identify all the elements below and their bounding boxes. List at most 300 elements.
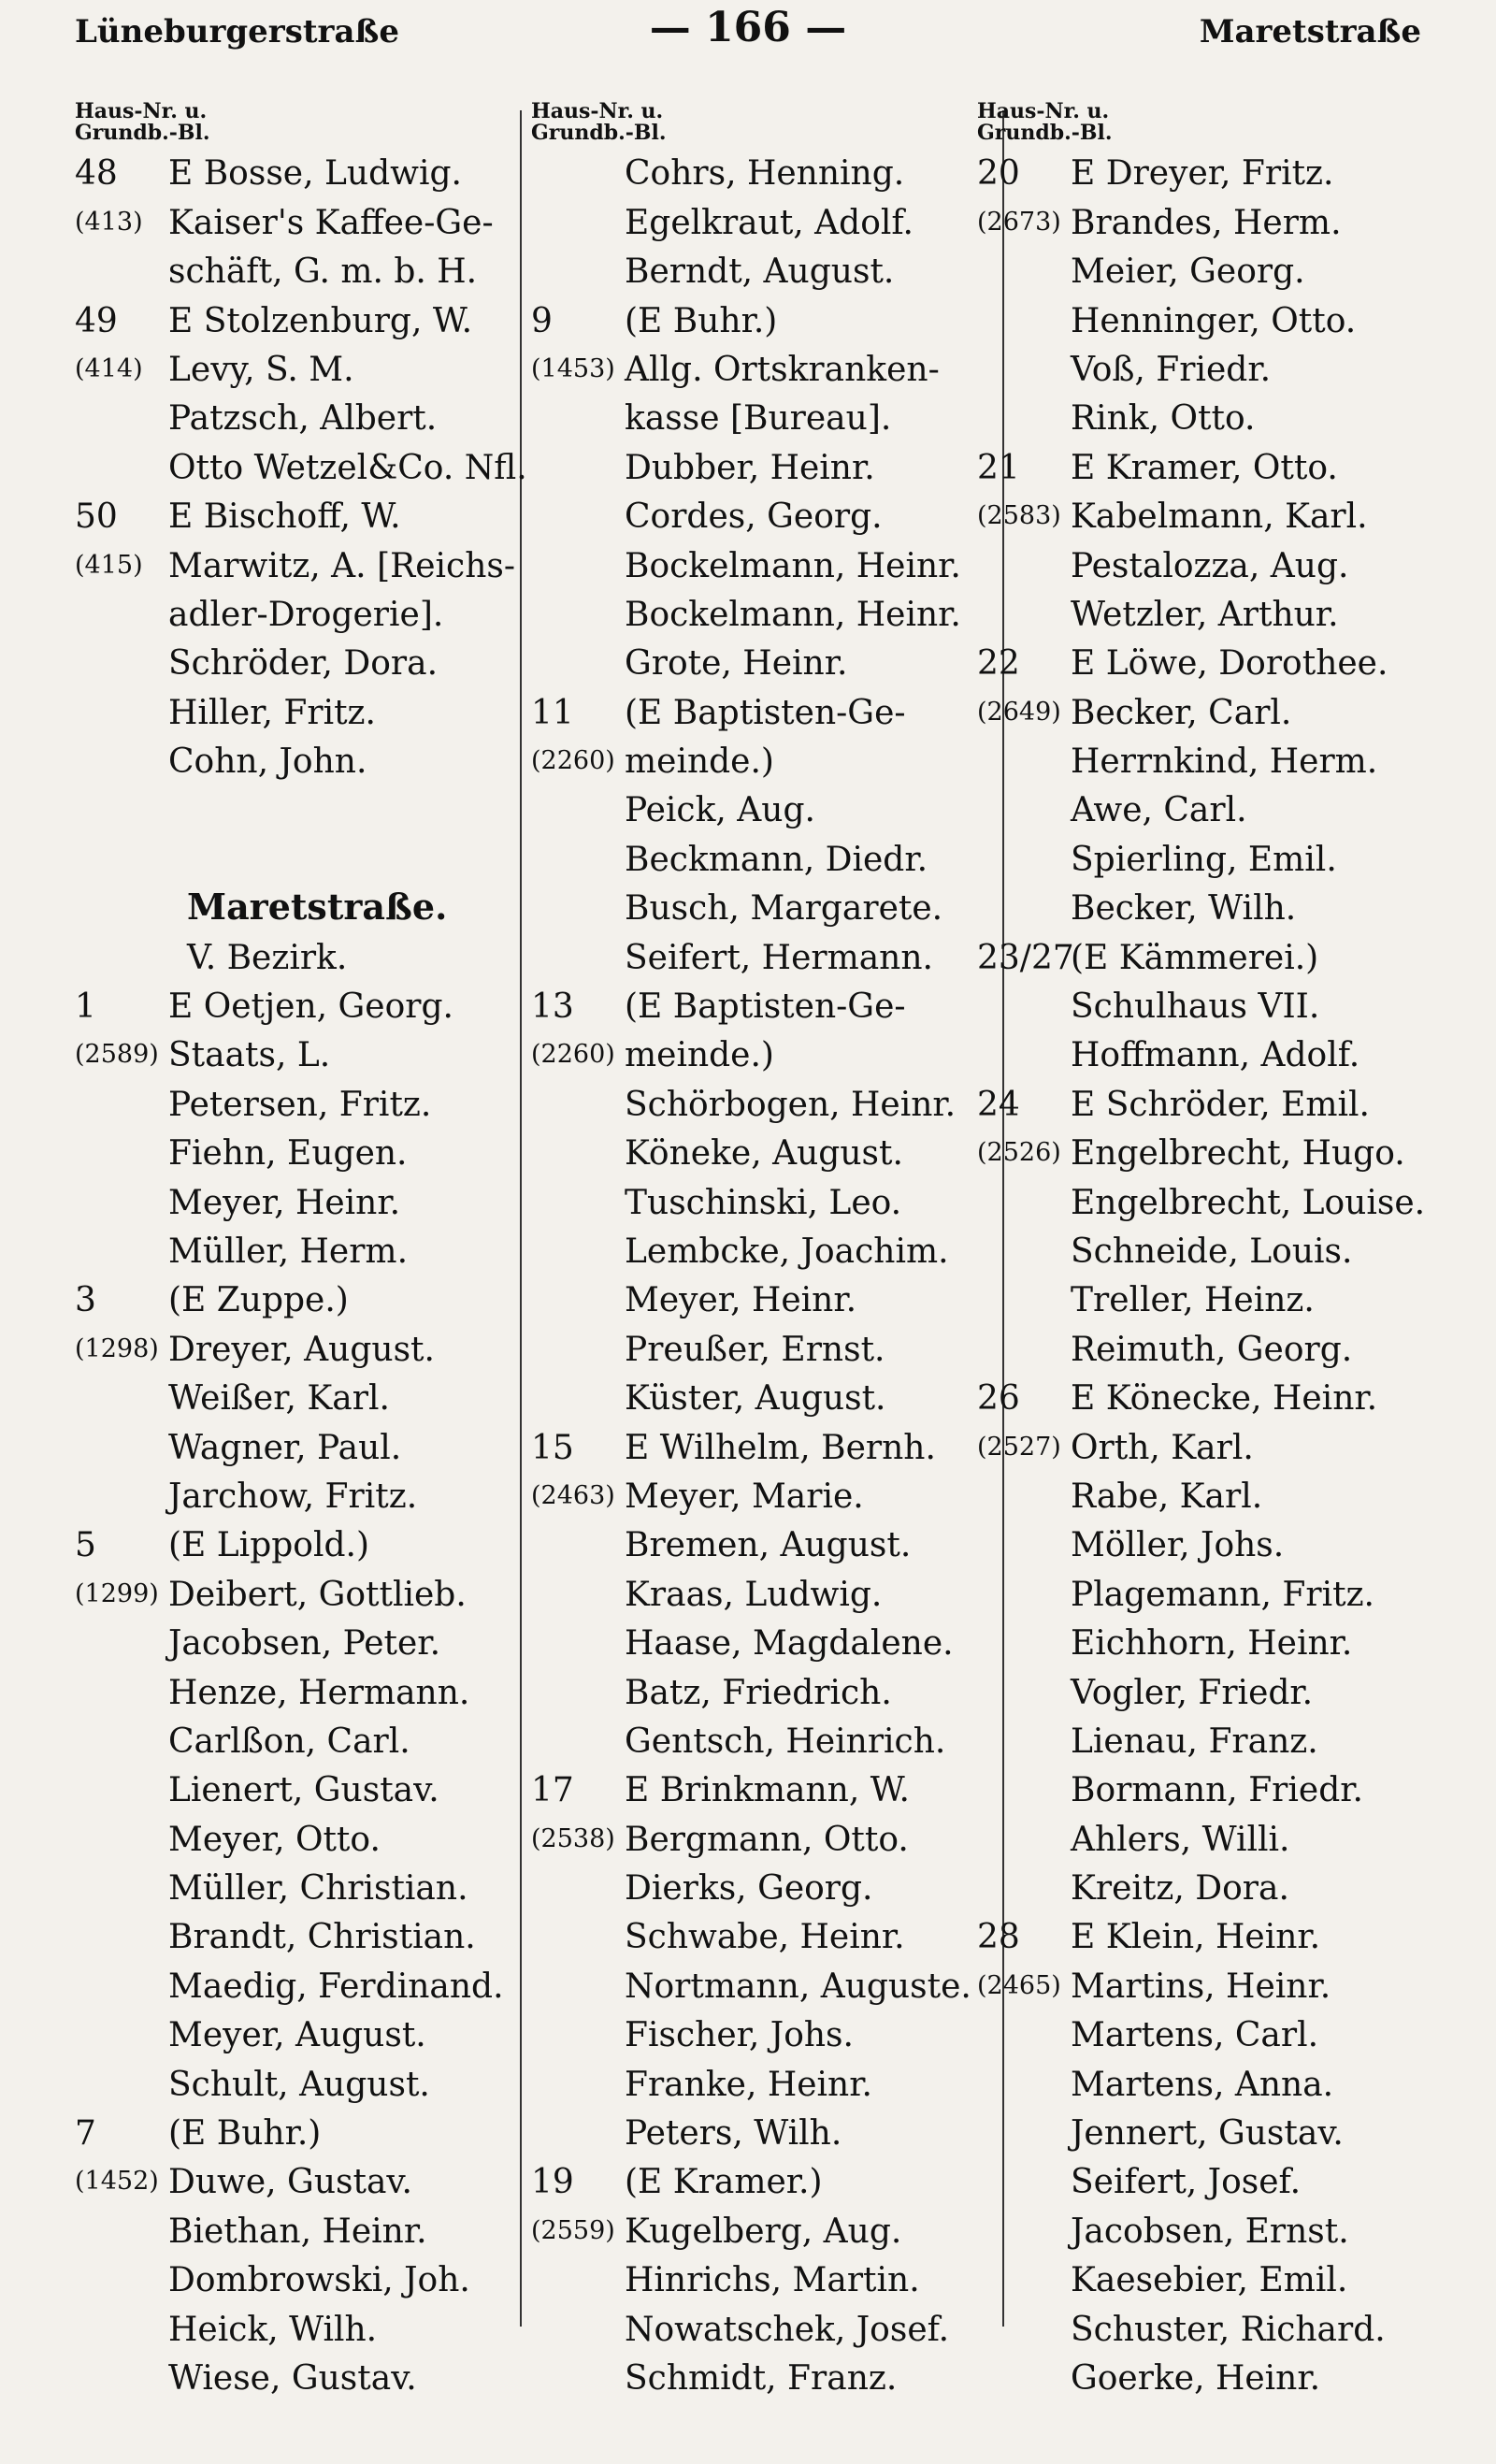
resident-entry: Schuster, Richard. bbox=[1071, 2310, 1386, 2349]
directory-line bbox=[977, 1964, 1445, 2012]
resident-entry: Pestalozza, Aug. bbox=[1071, 546, 1349, 585]
column-header-line: Haus-Nr. u. bbox=[977, 99, 1110, 123]
land-register-number: (1299) bbox=[75, 1578, 159, 1608]
directory-line bbox=[75, 200, 524, 249]
resident-entry: E Kramer, Otto. bbox=[1071, 448, 1338, 487]
directory-line bbox=[531, 641, 980, 690]
directory-line bbox=[75, 641, 524, 690]
column-header-line: Grundb.-Bl. bbox=[977, 121, 1113, 145]
resident-entry: Becker, Carl. bbox=[1071, 693, 1292, 732]
resident-entry: E Oetjen, Georg. bbox=[168, 987, 453, 1027]
resident-entry: Brandes, Herm. bbox=[1071, 203, 1342, 242]
resident-entry: Kraas, Ludwig. bbox=[625, 1575, 883, 1614]
directory-line bbox=[977, 1475, 1445, 1523]
resident-entry: Fischer, Johs. bbox=[625, 2016, 854, 2055]
resident-entry: Seifert, Josef. bbox=[1071, 2163, 1302, 2202]
resident-entry: Vogler, Friedr. bbox=[1071, 1673, 1314, 1712]
house-number: 50 bbox=[75, 497, 118, 537]
land-register-number: (1452) bbox=[75, 2167, 159, 2197]
resident-entry: Schwabe, Heinr. bbox=[625, 1918, 905, 1957]
column-header-line: Grundb.-Bl. bbox=[75, 121, 210, 145]
directory-line bbox=[531, 1082, 980, 1131]
directory-line bbox=[75, 1475, 524, 1523]
directory-line bbox=[75, 1082, 524, 1131]
resident-entry: (E Lippold.) bbox=[168, 1526, 369, 1565]
directory-line bbox=[977, 935, 1445, 984]
directory-line bbox=[977, 641, 1445, 690]
directory-line bbox=[977, 1327, 1445, 1376]
resident-entry: Peters, Wilh. bbox=[625, 2114, 842, 2154]
resident-entry: Herrnkind, Herm. bbox=[1071, 742, 1378, 782]
resident-entry: Meyer, Heinr. bbox=[168, 1183, 401, 1222]
directory-line bbox=[75, 837, 524, 886]
directory-line bbox=[531, 2160, 980, 2209]
resident-entry: E Bosse, Ludwig. bbox=[168, 154, 462, 194]
directory-line bbox=[977, 2160, 1445, 2209]
house-number: 13 bbox=[531, 987, 574, 1027]
resident-entry: meinde.) bbox=[625, 742, 774, 782]
directory-line bbox=[75, 1670, 524, 1719]
resident-entry: Duwe, Gustav. bbox=[168, 2163, 412, 2202]
land-register-number: (2673) bbox=[977, 207, 1061, 237]
resident-entry: Brandt, Christian. bbox=[168, 1918, 476, 1957]
directory-line bbox=[977, 1915, 1445, 1964]
directory-line bbox=[977, 740, 1445, 788]
land-register-number: (2260) bbox=[531, 746, 615, 776]
column-header bbox=[977, 101, 1445, 151]
resident-entry: Maedig, Ferdinand. bbox=[168, 1967, 504, 2006]
resident-entry: (E Kramer.) bbox=[625, 2163, 823, 2202]
resident-entry: Kaesebier, Emil. bbox=[1071, 2261, 1348, 2300]
resident-entry: Staats, L. bbox=[168, 1036, 331, 1075]
directory-line bbox=[531, 495, 980, 543]
district-label: V. Bezirk. bbox=[187, 938, 348, 977]
directory-line bbox=[75, 1866, 524, 1915]
resident-entry: Lienau, Franz. bbox=[1071, 1722, 1318, 1761]
land-register-number: (414) bbox=[75, 353, 143, 383]
resident-entry: Ahlers, Willi. bbox=[1071, 1820, 1290, 1859]
directory-line bbox=[977, 837, 1445, 886]
directory-line bbox=[75, 1915, 524, 1964]
resident-entry: Wiese, Gustav. bbox=[168, 2358, 417, 2398]
directory-line bbox=[75, 1180, 524, 1229]
directory-line bbox=[75, 543, 524, 592]
house-number: 11 bbox=[531, 693, 574, 732]
resident-entry: Haase, Magdalene. bbox=[625, 1624, 954, 1664]
directory-line bbox=[75, 348, 524, 396]
directory-line bbox=[75, 1376, 524, 1425]
resident-entry: Martens, Carl. bbox=[1071, 2016, 1319, 2055]
directory-line bbox=[977, 1621, 1445, 1670]
house-number: 24 bbox=[977, 1085, 1020, 1124]
resident-entry: Rink, Otto. bbox=[1071, 399, 1256, 439]
resident-entry: Meyer, August. bbox=[168, 2016, 426, 2055]
directory-line bbox=[531, 1670, 980, 1719]
resident-entry: E Klein, Heinr. bbox=[1071, 1918, 1321, 1957]
resident-entry: Cohrs, Henning. bbox=[625, 154, 905, 194]
directory-line bbox=[531, 1964, 980, 2012]
resident-entry: Martens, Anna. bbox=[1071, 2065, 1334, 2104]
directory-line bbox=[531, 1131, 980, 1180]
directory-line bbox=[75, 593, 524, 641]
running-head-left: Lüneburgerstraße bbox=[75, 13, 399, 50]
resident-entry: Hinrichs, Martin. bbox=[625, 2261, 920, 2300]
directory-line bbox=[531, 2111, 980, 2160]
directory-line bbox=[531, 1475, 980, 1523]
directory-line bbox=[75, 250, 524, 298]
directory-line bbox=[531, 740, 980, 788]
directory-line bbox=[977, 2258, 1445, 2307]
column-2 bbox=[531, 101, 980, 2405]
resident-entry: Küster, August. bbox=[625, 1379, 886, 1419]
directory-line bbox=[531, 837, 980, 886]
house-number: 48 bbox=[75, 154, 118, 194]
resident-entry: meinde.) bbox=[625, 1036, 774, 1075]
directory-line bbox=[977, 543, 1445, 592]
directory-line bbox=[75, 151, 524, 200]
resident-entry: Beckmann, Diedr. bbox=[625, 840, 928, 879]
land-register-number: (2538) bbox=[531, 1823, 615, 1853]
resident-entry: Schneide, Louis. bbox=[1071, 1232, 1353, 1271]
resident-entry: Rabe, Karl. bbox=[1071, 1477, 1263, 1516]
directory-line bbox=[977, 985, 1445, 1033]
directory-line bbox=[531, 1230, 980, 1278]
resident-entry: Bockelmann, Heinr. bbox=[625, 595, 961, 634]
column-header-line: Grundb.-Bl. bbox=[531, 121, 667, 145]
resident-entry: Treller, Heinz. bbox=[1071, 1281, 1315, 1320]
house-number: 5 bbox=[75, 1526, 96, 1565]
resident-entry: Wetzler, Arthur. bbox=[1071, 595, 1339, 634]
directory-line bbox=[75, 740, 524, 788]
directory-line bbox=[75, 1278, 524, 1327]
directory-line bbox=[75, 2111, 524, 2160]
land-register-number: (1298) bbox=[75, 1333, 159, 1363]
directory-line bbox=[531, 1621, 980, 1670]
resident-entry: Schröder, Dora. bbox=[168, 644, 439, 684]
directory-line bbox=[531, 396, 980, 445]
resident-entry: Awe, Carl. bbox=[1071, 791, 1247, 830]
directory-line bbox=[531, 1180, 980, 1229]
directory-line bbox=[75, 2160, 524, 2209]
resident-entry: Peick, Aug. bbox=[625, 791, 815, 830]
directory-line bbox=[531, 1376, 980, 1425]
directory-line bbox=[531, 2062, 980, 2111]
resident-entry: Meyer, Otto. bbox=[168, 1820, 381, 1859]
resident-entry: Meyer, Marie. bbox=[625, 1477, 864, 1516]
directory-line bbox=[977, 1523, 1445, 1572]
directory-line bbox=[977, 2062, 1445, 2111]
directory-line bbox=[977, 2013, 1445, 2062]
resident-entry: Hiller, Fritz. bbox=[168, 693, 376, 732]
resident-entry: Dreyer, August. bbox=[168, 1330, 435, 1369]
resident-entry: Jarchow, Fritz. bbox=[168, 1477, 418, 1516]
directory-line bbox=[977, 1817, 1445, 1866]
resident-entry: Engelbrecht, Hugo. bbox=[1071, 1134, 1405, 1174]
house-number: 7 bbox=[75, 2114, 96, 2154]
resident-entry: adler-Drogerie]. bbox=[168, 595, 444, 634]
directory-line bbox=[531, 1866, 980, 1915]
resident-entry: Bergmann, Otto. bbox=[625, 1820, 909, 1859]
resident-entry: Voß, Friedr. bbox=[1071, 350, 1272, 389]
resident-entry: Otto Wetzel&Co. Nfl. bbox=[168, 448, 527, 487]
directory-line bbox=[531, 1915, 980, 1964]
resident-entry: Busch, Margarete. bbox=[625, 889, 943, 929]
resident-entry: kasse [Bureau]. bbox=[625, 399, 892, 439]
resident-entry: Dierks, Georg. bbox=[625, 1869, 873, 1909]
house-number: 22 bbox=[977, 644, 1020, 684]
directory-line bbox=[531, 1817, 980, 1866]
resident-entry: Lembcke, Joachim. bbox=[625, 1232, 949, 1271]
street-title: Maretstraße. bbox=[187, 886, 448, 929]
directory-line bbox=[977, 1720, 1445, 1768]
house-number: 28 bbox=[977, 1918, 1020, 1957]
resident-entry: Biethan, Heinr. bbox=[168, 2212, 427, 2251]
land-register-number: (2649) bbox=[977, 697, 1061, 727]
resident-entry: (E Buhr.) bbox=[168, 2114, 322, 2154]
directory-line bbox=[531, 151, 980, 200]
resident-entry: Lienert, Gustav. bbox=[168, 1771, 439, 1810]
resident-entry: (E Kämmerei.) bbox=[1071, 938, 1319, 977]
resident-entry: Heick, Wilh. bbox=[168, 2310, 378, 2349]
directory-line bbox=[75, 1033, 524, 1082]
column-header-line: Haus-Nr. u. bbox=[75, 99, 208, 123]
directory-line bbox=[531, 2356, 980, 2405]
directory-line bbox=[977, 1425, 1445, 1474]
resident-entry: Bormann, Friedr. bbox=[1071, 1771, 1363, 1810]
directory-line bbox=[531, 1523, 980, 1572]
directory-line bbox=[75, 298, 524, 347]
resident-entry: Kabelmann, Karl. bbox=[1071, 497, 1368, 537]
directory-line bbox=[75, 1230, 524, 1278]
land-register-number: (415) bbox=[75, 550, 143, 580]
directory-line bbox=[75, 1131, 524, 1180]
resident-entry: Bockelmann, Heinr. bbox=[625, 546, 961, 585]
directory-line bbox=[75, 2062, 524, 2111]
house-number: 3 bbox=[75, 1281, 96, 1320]
resident-entry: Müller, Herm. bbox=[168, 1232, 409, 1271]
resident-entry: (E Zuppe.) bbox=[168, 1281, 349, 1320]
house-number: 9 bbox=[531, 301, 553, 340]
resident-entry: Schult, August. bbox=[168, 2065, 430, 2104]
directory-line bbox=[75, 1768, 524, 1817]
resident-entry: Patzsch, Albert. bbox=[168, 399, 438, 439]
resident-entry: Meier, Georg. bbox=[1071, 252, 1305, 292]
directory-line bbox=[75, 1425, 524, 1474]
resident-entry: Orth, Karl. bbox=[1071, 1428, 1254, 1467]
resident-entry: Petersen, Fritz. bbox=[168, 1085, 432, 1124]
directory-line bbox=[977, 1131, 1445, 1180]
resident-entry: Nortmann, Auguste. bbox=[625, 1967, 971, 2006]
resident-entry: Levy, S. M. bbox=[168, 350, 354, 389]
resident-entry: Engelbrecht, Louise. bbox=[1071, 1183, 1426, 1222]
directory-line bbox=[75, 2356, 524, 2405]
directory-line bbox=[531, 250, 980, 298]
directory-line bbox=[977, 2111, 1445, 2160]
resident-entry: E Bischoff, W. bbox=[168, 497, 401, 537]
house-number: 49 bbox=[75, 301, 118, 340]
directory-line bbox=[75, 788, 524, 837]
resident-entry: Hoffmann, Adolf. bbox=[1071, 1036, 1360, 1075]
resident-entry: Müller, Christian. bbox=[168, 1869, 468, 1909]
resident-entry: E Löwe, Dorothee. bbox=[1071, 644, 1388, 684]
resident-entry: Batz, Friedrich. bbox=[625, 1673, 892, 1712]
land-register-number: (2260) bbox=[531, 1040, 615, 1070]
resident-entry: Spierling, Emil. bbox=[1071, 840, 1337, 879]
directory-line bbox=[977, 396, 1445, 445]
resident-entry: (E Baptisten-Ge- bbox=[625, 693, 906, 732]
column-3 bbox=[977, 101, 1445, 2405]
resident-entry: Henze, Hermann. bbox=[168, 1673, 470, 1712]
resident-entry: Preußer, Ernst. bbox=[625, 1330, 885, 1369]
resident-entry: Jacobsen, Ernst. bbox=[1071, 2212, 1349, 2251]
resident-entry: Jennert, Gustav. bbox=[1071, 2114, 1344, 2154]
directory-line bbox=[75, 1720, 524, 1768]
directory-line bbox=[977, 1180, 1445, 1229]
resident-entry: Egelkraut, Adolf. bbox=[625, 203, 913, 242]
directory-line bbox=[75, 690, 524, 739]
directory-line bbox=[531, 2258, 980, 2307]
resident-entry: Schmidt, Franz. bbox=[625, 2358, 898, 2398]
column-header bbox=[531, 101, 980, 151]
resident-entry: Dombrowski, Joh. bbox=[168, 2261, 470, 2300]
land-register-number: (2465) bbox=[977, 1970, 1061, 2000]
directory-line bbox=[75, 886, 524, 935]
directory-line bbox=[531, 200, 980, 249]
directory-line bbox=[75, 495, 524, 543]
resident-entry: Reimuth, Georg. bbox=[1071, 1330, 1353, 1369]
house-number: 19 bbox=[531, 2163, 574, 2202]
resident-entry: Weißer, Karl. bbox=[168, 1379, 390, 1419]
resident-entry: Bremen, August. bbox=[625, 1526, 912, 1565]
resident-entry: Cohn, John. bbox=[168, 742, 367, 782]
house-number: 26 bbox=[977, 1379, 1020, 1419]
house-number: 23/27 bbox=[977, 938, 1074, 977]
resident-entry: Schulhaus VII. bbox=[1071, 987, 1320, 1027]
land-register-number: (2559) bbox=[531, 2215, 615, 2245]
directory-line bbox=[977, 593, 1445, 641]
directory-line bbox=[977, 1033, 1445, 1082]
directory-line bbox=[531, 788, 980, 837]
directory-line bbox=[977, 2356, 1445, 2405]
resident-entry: Martins, Heinr. bbox=[1071, 1967, 1331, 2006]
resident-entry: Seifert, Hermann. bbox=[625, 938, 933, 977]
directory-line bbox=[75, 445, 527, 494]
resident-entry: Eichhorn, Heinr. bbox=[1071, 1624, 1353, 1664]
directory-line bbox=[531, 690, 980, 739]
resident-entry: Nowatschek, Josef. bbox=[625, 2310, 950, 2349]
directory-line bbox=[977, 1082, 1445, 1131]
directory-line bbox=[531, 1425, 980, 1474]
land-register-number: (2589) bbox=[75, 1040, 159, 1070]
resident-entry: Berndt, August. bbox=[625, 252, 895, 292]
resident-entry: Deibert, Gottlieb. bbox=[168, 1575, 467, 1614]
resident-entry: Köneke, August. bbox=[625, 1134, 903, 1174]
directory-line bbox=[977, 1572, 1445, 1621]
resident-entry: Plagemann, Fritz. bbox=[1071, 1575, 1374, 1614]
land-register-number: (413) bbox=[75, 207, 143, 237]
resident-entry: Tuschinski, Leo. bbox=[625, 1183, 902, 1222]
resident-entry: Cordes, Georg. bbox=[625, 497, 883, 537]
resident-entry: Dubber, Heinr. bbox=[625, 448, 875, 487]
directory-line bbox=[75, 935, 524, 984]
directory-line bbox=[531, 348, 980, 396]
resident-entry: Franke, Heinr. bbox=[625, 2065, 872, 2104]
house-number: 17 bbox=[531, 1771, 574, 1810]
directory-line bbox=[75, 2209, 524, 2257]
resident-entry: Marwitz, A. [Reichs- bbox=[168, 546, 516, 585]
page-number: — 166 — bbox=[649, 4, 847, 51]
directory-line bbox=[75, 396, 524, 445]
resident-entry: Schörbogen, Heinr. bbox=[625, 1085, 957, 1124]
directory-line bbox=[977, 2209, 1445, 2257]
resident-entry: Wagner, Paul. bbox=[168, 1428, 402, 1467]
house-number: 21 bbox=[977, 448, 1020, 487]
resident-entry: Fiehn, Eugen. bbox=[168, 1134, 408, 1174]
directory-line bbox=[977, 348, 1445, 396]
directory-line bbox=[977, 1670, 1445, 1719]
resident-entry: E Schröder, Emil. bbox=[1071, 1085, 1370, 1124]
house-number: 15 bbox=[531, 1428, 574, 1467]
directory-line bbox=[531, 2209, 980, 2257]
directory-line bbox=[977, 1866, 1445, 1915]
directory-line bbox=[75, 1621, 524, 1670]
resident-entry: E Dreyer, Fritz. bbox=[1071, 154, 1334, 194]
resident-entry: Möller, Johs. bbox=[1071, 1526, 1285, 1565]
column-1 bbox=[75, 99, 527, 2405]
resident-entry: Grote, Heinr. bbox=[625, 644, 848, 684]
directory-line bbox=[531, 1278, 980, 1327]
directory-line bbox=[75, 1964, 524, 2012]
directory-line bbox=[977, 1230, 1445, 1278]
resident-entry: schäft, G. m. b. H. bbox=[168, 252, 478, 292]
land-register-number: (1453) bbox=[531, 353, 615, 383]
house-number: 1 bbox=[75, 987, 96, 1027]
land-register-number: (2463) bbox=[531, 1480, 615, 1510]
directory-line bbox=[977, 250, 1445, 298]
directory-line bbox=[531, 298, 980, 347]
directory-line bbox=[977, 788, 1445, 837]
land-register-number: (2527) bbox=[977, 1432, 1061, 1462]
directory-line bbox=[531, 1033, 980, 1082]
directory-line bbox=[977, 1768, 1445, 1817]
directory-line bbox=[977, 1376, 1445, 1425]
directory-line bbox=[531, 2013, 980, 2062]
column-header bbox=[75, 101, 524, 151]
resident-entry: Kreitz, Dora. bbox=[1071, 1869, 1289, 1909]
directory-line bbox=[531, 1327, 980, 1376]
directory-line bbox=[977, 445, 1445, 494]
directory-line bbox=[75, 1523, 524, 1572]
resident-entry: (E Baptisten-Ge- bbox=[625, 987, 906, 1027]
directory-line bbox=[531, 1768, 980, 1817]
directory-line bbox=[531, 543, 980, 592]
directory-line bbox=[977, 2307, 1445, 2356]
directory-line bbox=[531, 935, 980, 984]
directory-line bbox=[75, 985, 524, 1033]
directory-line bbox=[977, 495, 1445, 543]
directory-line bbox=[977, 1278, 1445, 1327]
directory-line bbox=[75, 1327, 524, 1376]
resident-entry: Allg. Ortskranken- bbox=[625, 350, 940, 389]
land-register-number: (2526) bbox=[977, 1138, 1061, 1168]
resident-entry: Jacobsen, Peter. bbox=[168, 1624, 441, 1664]
directory-line bbox=[531, 886, 980, 935]
directory-line bbox=[75, 2258, 524, 2307]
resident-entry: Goerke, Heinr. bbox=[1071, 2358, 1321, 2398]
directory-line bbox=[977, 690, 1445, 739]
land-register-number: (2583) bbox=[977, 501, 1061, 531]
directory-line bbox=[531, 593, 980, 641]
